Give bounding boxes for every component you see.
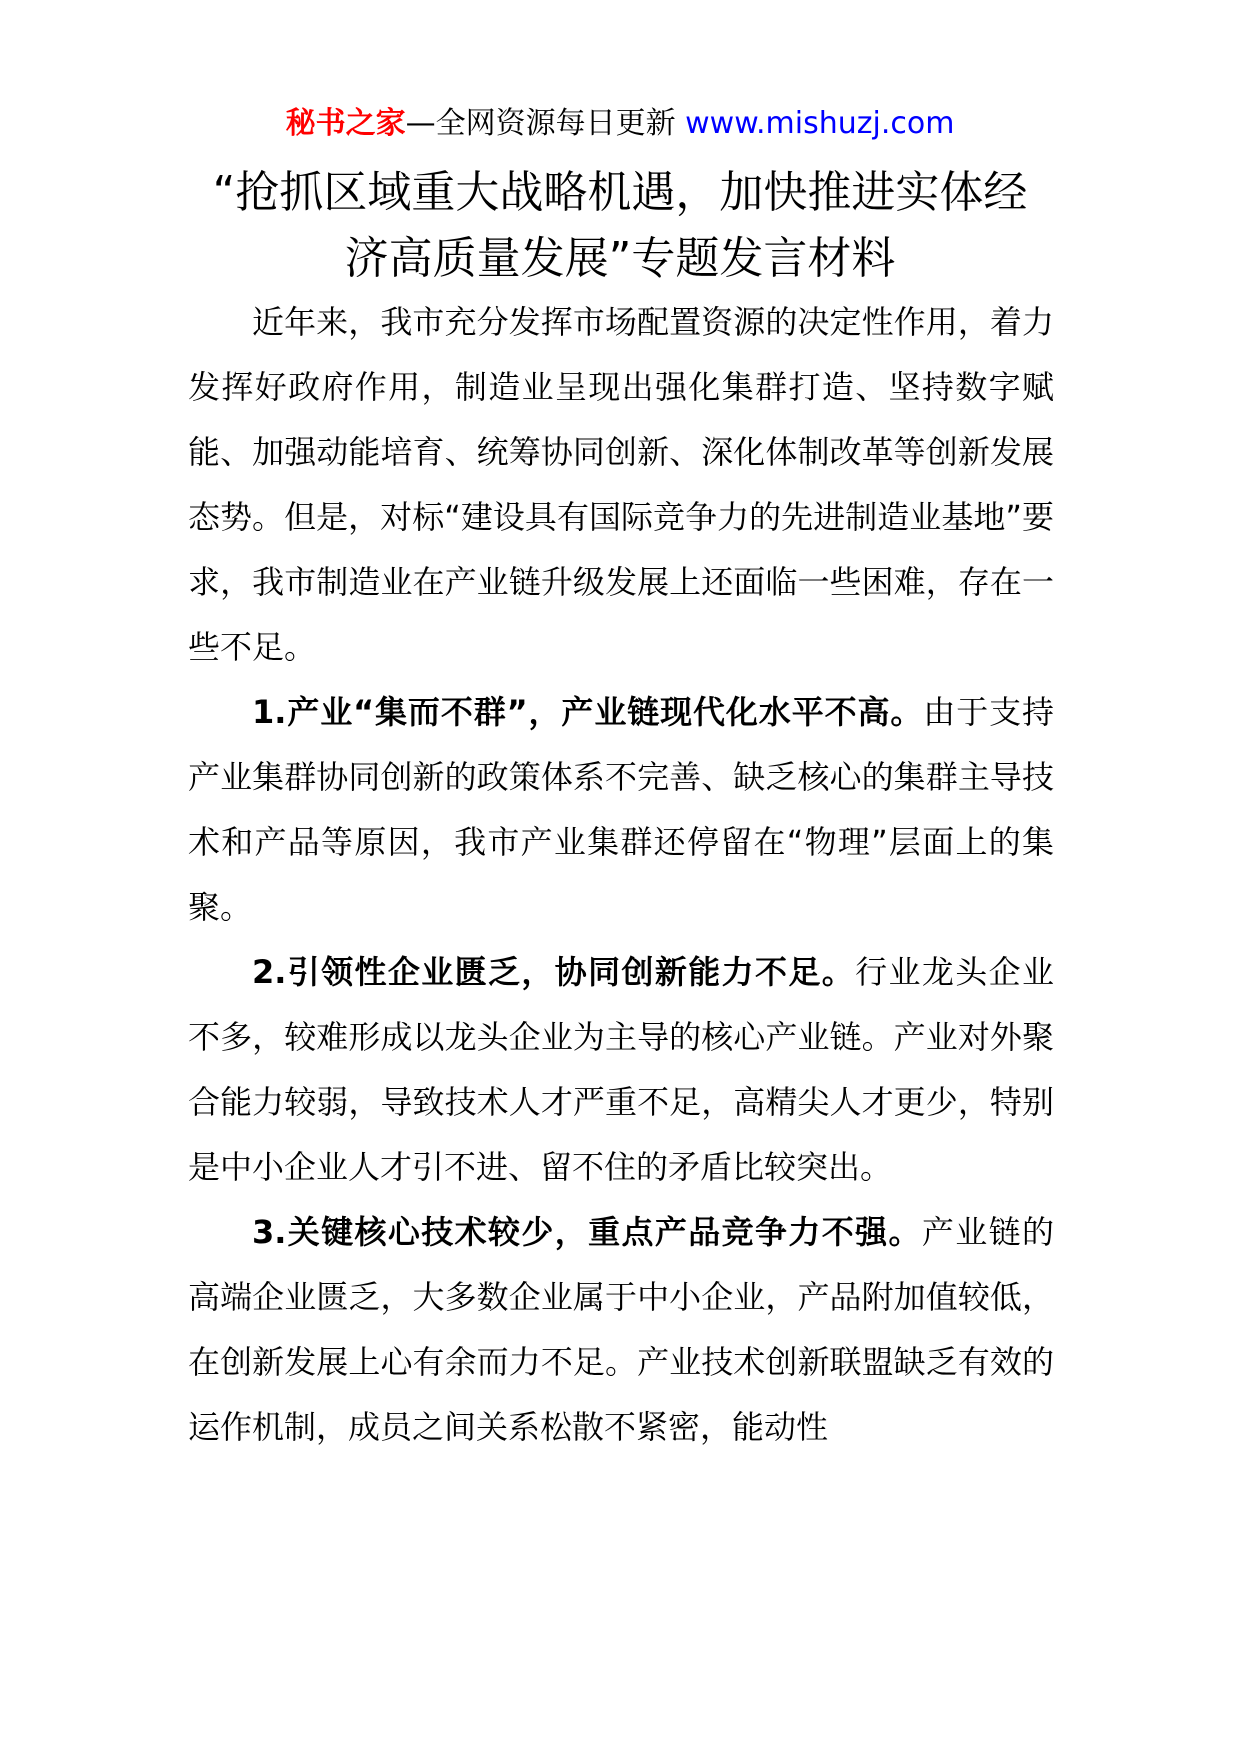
title-line-1: “抢抓区域重大战略机遇，加快推进实体经 (212, 167, 1028, 218)
paragraph-text: 产业链的高端企业匮乏，大多数企业属于中小企业，产品附加值较低，在创新发展上心有余而力不足。产业技术创新联盟缺乏有效的运作机制，成员之间关系松散不紧密，能动性 (188, 1213, 1054, 1446)
paragraph-heading: 2.引领性企业匮乏，协同创新能力不足。 (252, 953, 856, 991)
paragraph-text: 由于支持产业集群协同创新的政策体系不完善、缺乏核心的集群主导技术和产品等原因，我市产业集群还停留在“物理”层面上的集聚。 (188, 693, 1054, 926)
site-header (0, 102, 1240, 146)
paragraph-heading: 3.关键核心技术较少，重点产品竞争力不强。 (252, 1213, 922, 1251)
title-line-2: 济高质量发展”专题发言材料 (344, 233, 896, 284)
paragraph-text: 近年来，我市充分发挥市场配置资源的决定性作用，着力发挥好政府作用，制造业呈现出强化集群打造、坚持数字赋能、加强动能培育、统筹协同创新、深化体制改革等创新发展态势。但是，对标“建设具有国际竞争力的先进制造业基地”要求，我市制造业在产业链升级发展上还面临一些困难，存在一些不足。 (188, 303, 1054, 666)
header-tagline: —全网资源每日更新 (405, 106, 686, 141)
paragraph-heading: 1.产业“集而不群”，产业链现代化水平不高。 (252, 693, 924, 731)
site-url-link[interactable]: www.mishuzj.com (685, 106, 955, 141)
document-title (150, 160, 1090, 292)
brand-name: 秘书之家 (285, 106, 406, 141)
paragraph-point-3 (188, 1200, 1054, 1460)
paragraph-intro (188, 290, 1054, 680)
document-body (188, 290, 1054, 1460)
paragraph-point-2 (188, 940, 1054, 1200)
paragraph-point-1 (188, 680, 1054, 940)
paragraph-text: 行业龙头企业不多，较难形成以龙头企业为主导的核心产业链。产业对外聚合能力较弱，导致技术人才严重不足，高精尖人才更少，特别是中小企业人才引不进、留不住的矛盾比较突出。 (188, 953, 1054, 1186)
